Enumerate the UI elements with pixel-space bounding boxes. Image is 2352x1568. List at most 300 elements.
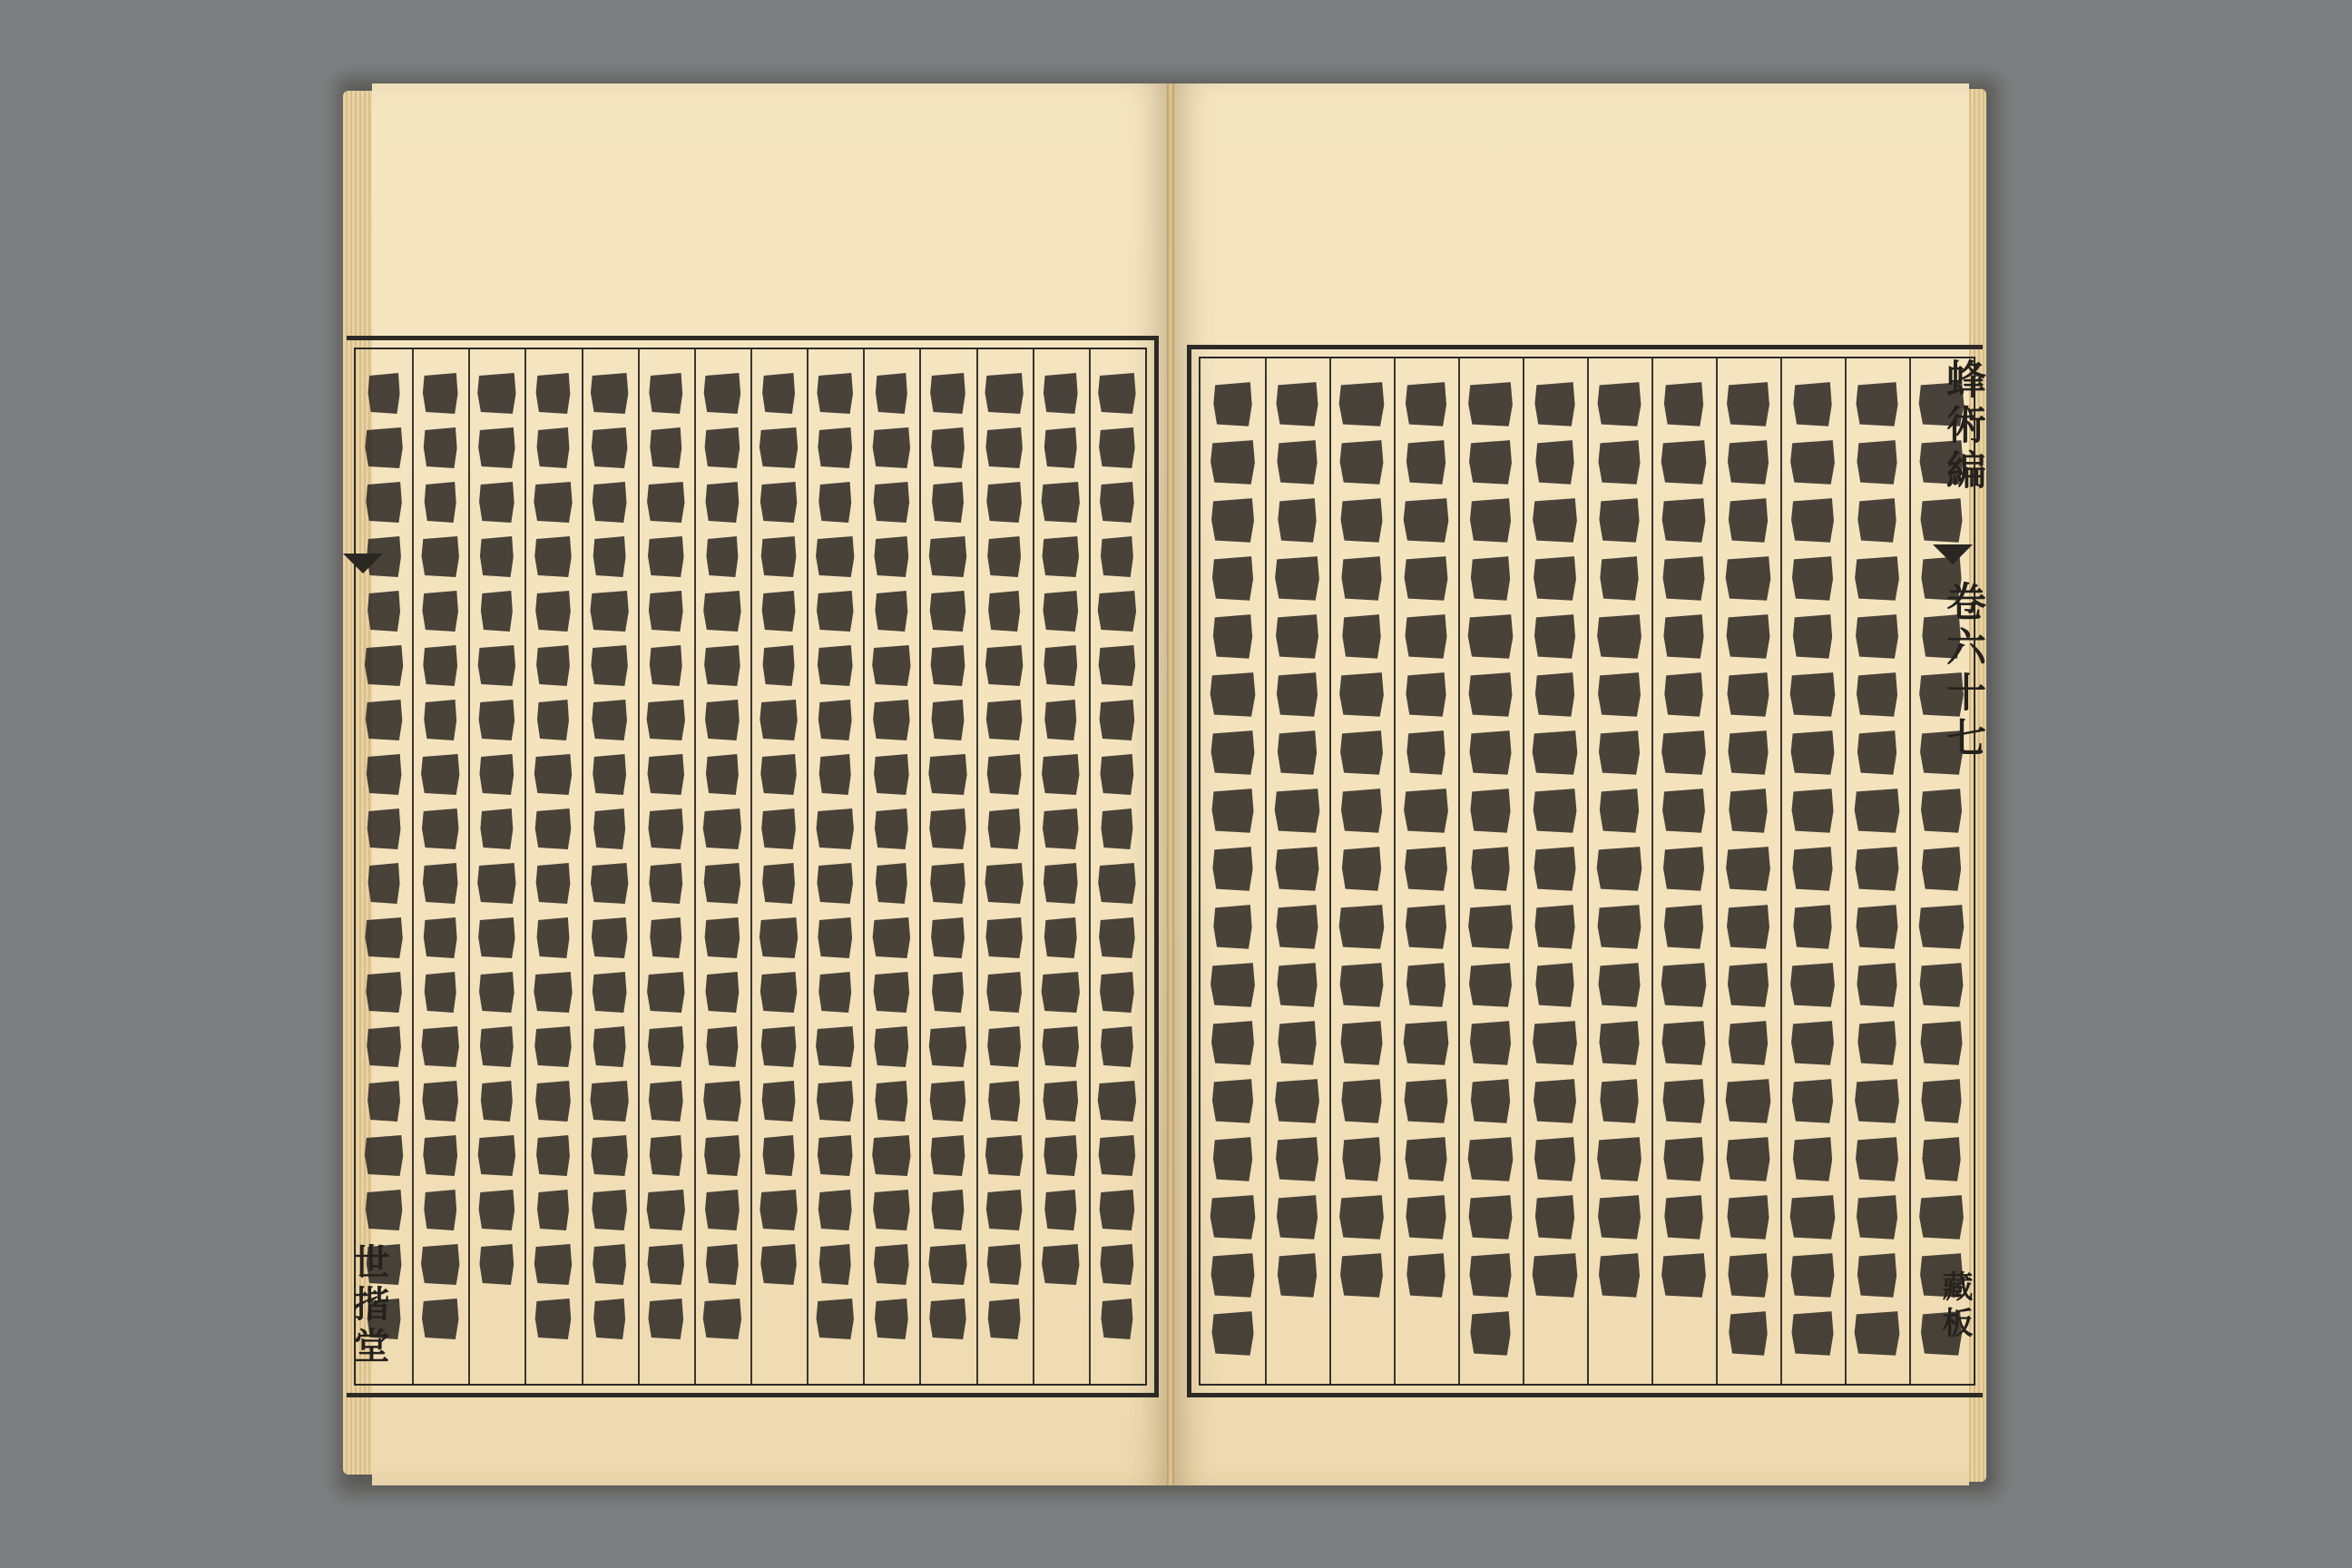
left-glyph	[1043, 1133, 1079, 1179]
left-glyph	[535, 426, 571, 471]
right-text-column	[1909, 380, 1974, 1362]
left-glyph	[760, 589, 797, 634]
right-glyph	[1598, 496, 1642, 545]
right-glyph	[1531, 1251, 1580, 1300]
left-glyph	[591, 970, 628, 1015]
left-glyph	[817, 698, 853, 743]
right-fold-fishtail-mark	[1933, 544, 1973, 564]
left-glyph	[646, 1242, 686, 1288]
left-glyph	[422, 1133, 459, 1179]
right-glyph	[1275, 903, 1320, 952]
right-glyph	[1402, 496, 1451, 545]
left-glyph	[873, 1024, 910, 1070]
left-glyph	[365, 970, 404, 1015]
left-text-column	[919, 371, 975, 1362]
left-glyph	[479, 589, 514, 634]
right-glyph	[1469, 554, 1512, 603]
left-glyph	[590, 1133, 630, 1179]
left-publisher-mark: 世揩堂	[348, 1243, 390, 1368]
left-glyph	[592, 1024, 627, 1070]
left-glyph	[1096, 861, 1137, 906]
left-glyph	[533, 534, 573, 580]
right-glyph	[1920, 1077, 1964, 1126]
left-glyph	[816, 1133, 854, 1179]
left-glyph	[648, 861, 684, 906]
right-glyph	[1275, 380, 1320, 429]
right-glyph	[1406, 729, 1447, 778]
right-glyph	[1856, 438, 1899, 487]
right-glyph	[1276, 438, 1319, 487]
left-glyph	[870, 1133, 912, 1179]
left-glyph	[759, 1188, 799, 1233]
right-glyph	[1533, 612, 1577, 662]
right-glyph	[1661, 1019, 1708, 1068]
left-glyph	[761, 643, 796, 689]
left-glyph	[534, 589, 572, 634]
right-glyph	[1599, 554, 1641, 603]
right-glyph	[1274, 845, 1321, 894]
left-glyph	[758, 426, 799, 471]
left-glyph	[1040, 480, 1082, 525]
left-glyph	[760, 807, 798, 852]
right-text-frame	[1187, 345, 1983, 1397]
right-glyph	[1788, 1193, 1838, 1242]
right-glyph	[1661, 496, 1708, 545]
right-glyph	[1534, 1193, 1576, 1242]
left-glyph	[646, 534, 685, 580]
right-glyph	[1597, 961, 1642, 1010]
left-glyph	[759, 698, 799, 743]
left-glyph	[1096, 1079, 1138, 1124]
left-glyph	[590, 916, 629, 961]
right-glyph	[1338, 438, 1386, 487]
left-glyph	[591, 698, 629, 743]
right-glyph	[1274, 1135, 1320, 1184]
left-glyph	[872, 480, 911, 525]
left-glyph	[421, 371, 459, 416]
left-glyph	[759, 480, 799, 525]
left-glyph	[926, 1242, 968, 1288]
left-text-column	[582, 371, 638, 1362]
right-glyph	[1727, 729, 1770, 778]
right-glyph	[1338, 1193, 1386, 1242]
right-glyph	[1405, 961, 1447, 1010]
left-glyph	[423, 970, 457, 1015]
left-glyph	[1098, 480, 1135, 525]
right-glyph	[1403, 554, 1450, 603]
right-collection-mark: 藏板	[1936, 1270, 1973, 1343]
left-glyph	[817, 1188, 853, 1233]
left-glyph	[1099, 1242, 1135, 1288]
left-glyph	[364, 1188, 404, 1233]
left-glyph	[476, 426, 516, 471]
left-glyph	[704, 752, 740, 798]
left-glyph	[872, 1242, 910, 1288]
right-glyph	[1405, 1193, 1448, 1242]
right-glyph	[1404, 612, 1449, 662]
right-glyph	[1662, 612, 1706, 662]
left-glyph	[421, 861, 459, 906]
right-glyph	[1726, 671, 1771, 720]
right-glyph	[1662, 380, 1705, 429]
left-glyph	[363, 643, 405, 689]
right-glyph	[1533, 1135, 1577, 1184]
left-glyph	[1044, 1188, 1078, 1233]
right-glyph	[1468, 729, 1514, 778]
right-glyph	[1277, 1019, 1318, 1068]
left-glyph	[1099, 1024, 1134, 1070]
left-glyph	[364, 916, 405, 961]
left-glyph	[871, 916, 912, 961]
left-glyph	[1099, 534, 1134, 580]
left-glyph	[1096, 371, 1137, 416]
left-glyph	[421, 1079, 460, 1124]
left-glyph	[477, 698, 516, 743]
left-glyph	[702, 643, 741, 689]
right-glyph	[1728, 1309, 1769, 1358]
left-glyph	[534, 1079, 572, 1124]
left-glyph	[815, 1079, 855, 1124]
right-glyph	[1790, 1309, 1836, 1358]
right-text-column	[1458, 380, 1523, 1362]
left-glyph	[477, 480, 515, 525]
left-glyph	[364, 698, 404, 743]
left-glyph	[535, 1188, 570, 1233]
right-glyph	[1404, 380, 1448, 429]
right-glyph	[1724, 845, 1772, 894]
left-glyph	[591, 480, 628, 525]
left-glyph	[1097, 1133, 1137, 1179]
right-glyph	[1726, 438, 1770, 487]
left-glyph	[927, 1297, 967, 1342]
right-glyph	[1469, 787, 1513, 836]
right-glyph	[1727, 496, 1769, 545]
right-text-column	[1200, 380, 1265, 1362]
left-glyph	[647, 1297, 685, 1342]
left-glyph	[930, 1188, 965, 1233]
right-glyph	[1338, 961, 1386, 1010]
right-glyph	[1466, 612, 1515, 662]
left-glyph	[1097, 916, 1136, 961]
left-glyph	[593, 807, 627, 852]
left-glyph	[420, 534, 461, 580]
right-glyph	[1534, 903, 1577, 952]
right-glyph	[1663, 671, 1705, 720]
left-glyph	[1042, 1079, 1080, 1124]
right-glyph	[1209, 1193, 1258, 1242]
left-glyph	[704, 970, 740, 1015]
right-glyph	[1853, 1309, 1902, 1358]
right-glyph	[1790, 554, 1835, 603]
left-glyph	[647, 1079, 684, 1124]
left-text-column	[524, 371, 581, 1362]
left-glyph	[649, 426, 683, 471]
left-glyph	[929, 916, 965, 961]
right-glyph	[1210, 1077, 1255, 1126]
left-text-column	[468, 371, 524, 1362]
left-glyph	[1041, 534, 1081, 580]
left-glyph	[818, 752, 852, 798]
left-glyph	[533, 1024, 573, 1070]
right-glyph	[1725, 1135, 1772, 1184]
right-glyph	[1596, 380, 1643, 429]
left-glyph	[533, 752, 573, 798]
left-text-column	[638, 371, 694, 1362]
right-glyph	[1661, 1077, 1707, 1126]
right-text-column	[1329, 380, 1394, 1362]
right-glyph	[1210, 554, 1255, 603]
left-glyph	[761, 1133, 796, 1179]
right-glyph	[1211, 612, 1254, 662]
right-glyph	[1468, 1251, 1514, 1300]
right-glyph	[1727, 1251, 1770, 1300]
left-glyph	[591, 1188, 629, 1233]
left-text-column	[356, 371, 412, 1362]
left-glyph	[366, 807, 402, 852]
left-glyph	[816, 861, 855, 906]
left-glyph	[589, 1079, 631, 1124]
right-glyph	[1405, 438, 1447, 487]
left-text-column	[412, 371, 468, 1362]
left-glyph	[646, 752, 686, 798]
right-glyph	[1402, 787, 1450, 836]
right-glyph	[1726, 961, 1770, 1010]
left-glyph	[817, 426, 854, 471]
left-glyph	[478, 1242, 515, 1288]
left-glyph	[871, 1188, 911, 1233]
left-glyph	[1044, 698, 1078, 743]
left-glyph	[758, 916, 799, 961]
left-glyph	[421, 589, 460, 634]
left-glyph	[703, 698, 740, 743]
left-glyph	[589, 589, 631, 634]
right-glyph	[1728, 787, 1769, 836]
left-glyph	[590, 643, 630, 689]
right-glyph	[1789, 1019, 1836, 1068]
left-text-column	[807, 371, 863, 1362]
left-glyph	[535, 698, 570, 743]
left-glyph	[645, 1188, 687, 1233]
left-glyph	[476, 916, 516, 961]
right-glyph	[1212, 380, 1254, 429]
right-glyph	[1276, 729, 1318, 778]
right-glyph	[1788, 438, 1837, 487]
right-glyph	[1402, 1019, 1451, 1068]
left-glyph	[818, 970, 853, 1015]
right-glyph	[1406, 1251, 1447, 1300]
right-glyph	[1211, 1135, 1254, 1184]
right-glyph	[1339, 496, 1385, 545]
right-glyph	[1273, 787, 1322, 836]
left-glyph	[986, 807, 1022, 852]
right-glyph	[1470, 845, 1512, 894]
left-glyph	[1097, 643, 1137, 689]
left-glyph	[1041, 1024, 1081, 1070]
right-glyph	[1340, 845, 1383, 894]
left-glyph	[705, 534, 740, 580]
left-glyph	[647, 589, 684, 634]
left-glyph	[815, 589, 855, 634]
left-glyph	[419, 1242, 461, 1288]
left-glyph	[1040, 1242, 1081, 1288]
left-glyph	[816, 371, 855, 416]
right-glyph	[1531, 729, 1580, 778]
right-glyph	[1598, 787, 1641, 836]
left-glyph	[1042, 371, 1079, 416]
right-glyph	[1663, 1193, 1705, 1242]
right-text-column	[1394, 380, 1458, 1362]
left-glyph	[534, 371, 572, 416]
left-glyph	[987, 1079, 1022, 1124]
left-glyph	[815, 1297, 856, 1342]
left-text-column	[1089, 371, 1145, 1362]
left-glyph	[871, 426, 912, 471]
left-glyph	[593, 1297, 627, 1342]
left-glyph	[985, 426, 1024, 471]
left-glyph	[984, 643, 1024, 689]
left-glyph	[592, 534, 627, 580]
right-glyph	[1466, 903, 1514, 952]
left-glyph	[759, 970, 799, 1015]
right-glyph	[1854, 612, 1900, 662]
left-glyph	[816, 643, 854, 689]
left-glyph	[533, 1242, 573, 1288]
right-glyph	[1534, 438, 1576, 487]
left-glyph	[647, 807, 685, 852]
right-glyph	[1789, 729, 1837, 778]
left-glyph	[986, 1297, 1022, 1342]
left-glyph	[761, 371, 797, 416]
left-glyph	[648, 1133, 683, 1179]
right-glyph	[1921, 1135, 1963, 1184]
right-glyph	[1531, 1019, 1579, 1068]
right-glyph	[1467, 671, 1514, 720]
left-glyph	[985, 1242, 1023, 1288]
left-glyph	[422, 426, 458, 471]
right-text-frame-inner	[1199, 357, 1975, 1386]
right-glyph	[1660, 961, 1709, 1010]
right-glyph	[1277, 496, 1318, 545]
right-glyph	[1725, 612, 1772, 662]
left-glyph	[705, 1024, 740, 1070]
left-glyph	[874, 589, 909, 634]
left-glyph	[928, 1079, 967, 1124]
left-text-column	[1033, 371, 1089, 1362]
left-glyph	[478, 752, 515, 798]
right-glyph	[1403, 1077, 1450, 1126]
left-glyph	[365, 752, 403, 798]
right-glyph	[1791, 612, 1834, 662]
left-glyph	[703, 916, 741, 961]
right-glyph	[1339, 787, 1384, 836]
right-glyph	[1789, 1251, 1837, 1300]
left-glyph	[534, 643, 571, 689]
right-text-column	[1265, 380, 1329, 1362]
left-glyph	[534, 1297, 573, 1342]
right-glyph	[1855, 671, 1899, 720]
left-glyph	[1100, 807, 1134, 852]
left-glyph	[985, 970, 1024, 1015]
right-glyph	[1469, 1077, 1512, 1126]
left-glyph	[701, 807, 743, 852]
left-glyph	[874, 371, 908, 416]
left-glyph	[1043, 916, 1078, 961]
right-glyph	[1662, 903, 1705, 952]
right-glyph	[1856, 961, 1899, 1010]
left-glyph	[367, 589, 402, 634]
left-glyph	[1098, 970, 1135, 1015]
left-glyph	[818, 1242, 852, 1288]
right-glyph	[1726, 1193, 1771, 1242]
left-glyph	[986, 534, 1023, 580]
right-text-column	[1651, 380, 1716, 1362]
right-glyph	[1854, 845, 1901, 894]
left-glyph	[423, 1188, 458, 1233]
left-glyph	[928, 861, 966, 906]
left-glyph	[479, 807, 514, 852]
right-glyph	[1856, 1251, 1898, 1300]
right-glyph	[1857, 496, 1898, 545]
left-glyph	[1098, 698, 1136, 743]
right-glyph	[1467, 1193, 1514, 1242]
right-glyph	[1531, 496, 1579, 545]
right-glyph	[1276, 1251, 1318, 1300]
right-glyph	[1341, 612, 1383, 662]
left-glyph	[761, 861, 797, 906]
right-text-column	[1780, 380, 1845, 1362]
left-glyph	[1098, 1188, 1136, 1233]
left-glyph	[532, 970, 573, 1015]
left-glyph	[930, 698, 965, 743]
left-glyph	[873, 1297, 909, 1342]
left-glyph	[648, 371, 684, 416]
right-glyph	[1855, 903, 1900, 952]
right-glyph	[1599, 1077, 1641, 1126]
left-fold-fishtail-mark	[343, 554, 383, 573]
left-glyph	[985, 916, 1024, 961]
left-glyph	[814, 534, 856, 580]
left-glyph	[760, 1079, 797, 1124]
right-glyph	[1210, 1019, 1256, 1068]
book-gutter	[1167, 83, 1174, 1485]
right-glyph	[1661, 787, 1707, 836]
right-glyph	[1212, 903, 1254, 952]
right-glyph	[1917, 1193, 1965, 1242]
left-glyph	[1042, 861, 1079, 906]
left-glyph	[703, 426, 741, 471]
right-glyph	[1919, 496, 1965, 545]
right-glyph	[1598, 1019, 1642, 1068]
left-glyph	[1099, 752, 1135, 798]
left-glyph	[534, 807, 573, 852]
right-glyph	[1210, 496, 1256, 545]
right-glyph	[1595, 845, 1644, 894]
left-glyph	[478, 1024, 514, 1070]
left-glyph	[1100, 1297, 1134, 1342]
right-glyph	[1725, 903, 1771, 952]
right-glyph	[1209, 438, 1257, 487]
right-glyph	[1209, 671, 1258, 720]
right-glyph	[1210, 729, 1257, 778]
right-glyph	[1727, 1019, 1769, 1068]
right-glyph	[1789, 496, 1836, 545]
left-glyph	[363, 1133, 405, 1179]
right-glyph	[1662, 1135, 1706, 1184]
right-glyph	[1273, 1077, 1321, 1126]
left-glyph	[1041, 807, 1080, 852]
left-glyph	[702, 371, 742, 416]
left-glyph	[645, 480, 686, 525]
